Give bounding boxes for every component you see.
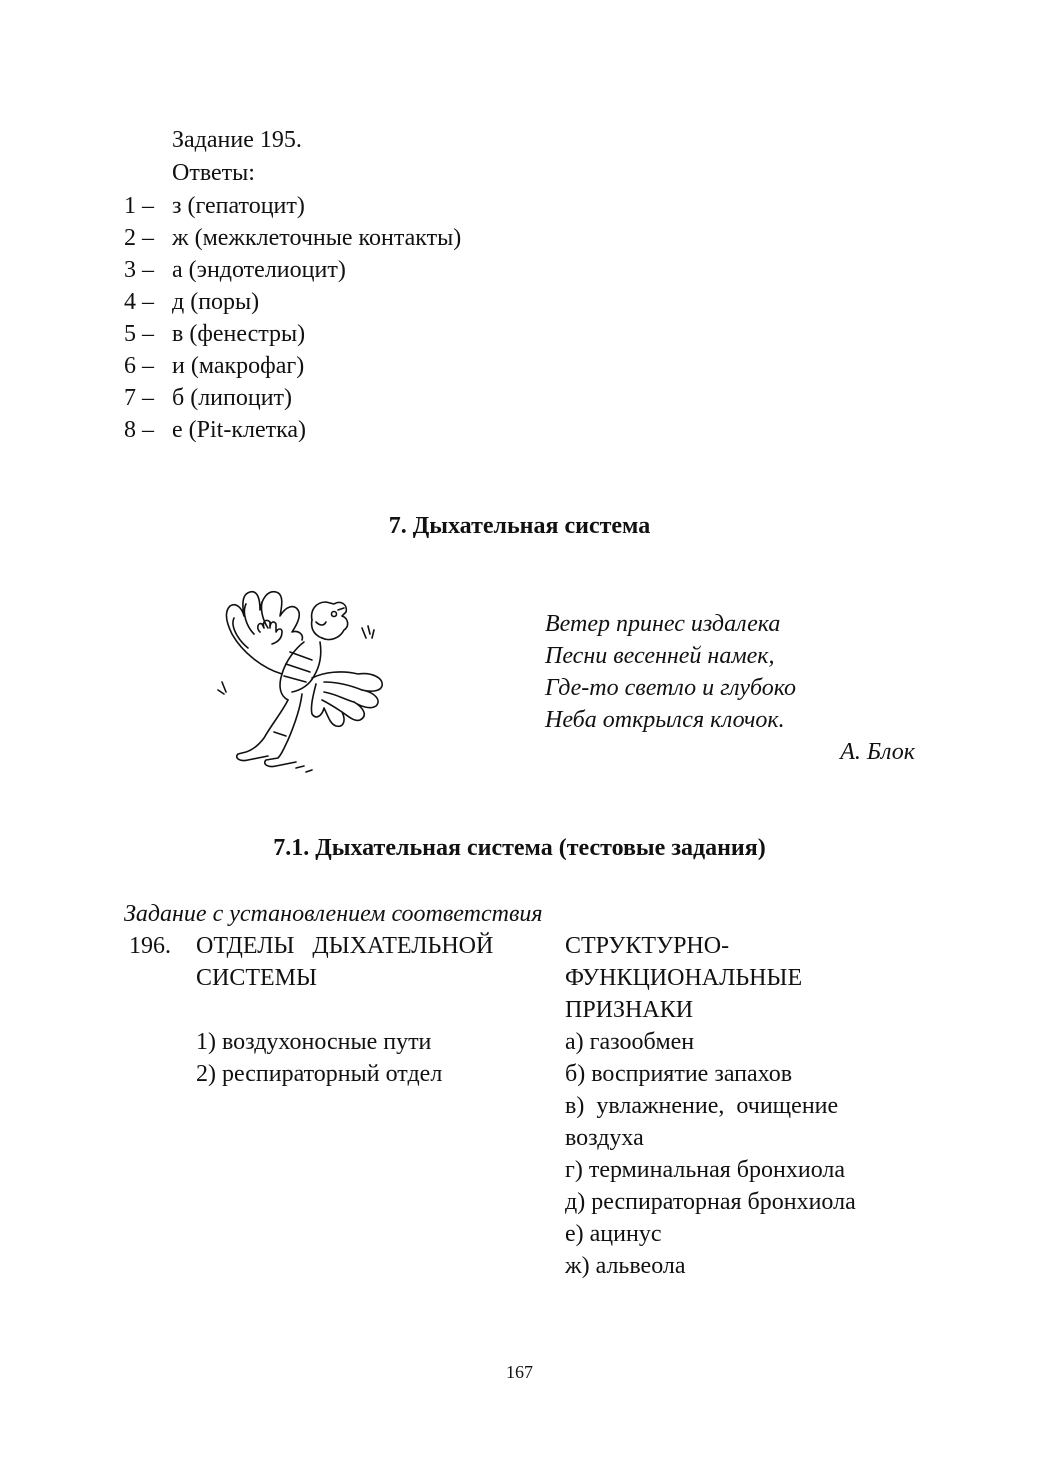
answer-text: б (липоцит) (172, 385, 293, 411)
answer-text: ж (межклеточные контакты) (172, 225, 462, 251)
page-number: 167 (506, 1362, 533, 1382)
list-item-cont: воздуха (565, 1125, 644, 1151)
answers-label: Ответы: (172, 160, 255, 186)
left-column-header: ОТДЕЛЫ ДЫХАТЕЛЬНОЙ (196, 933, 494, 959)
chapter-heading: 7. Дыхательная система (388, 513, 651, 539)
list-item: б) восприятие запахов (565, 1061, 793, 1087)
list-item (124, 254, 346, 286)
list-item (124, 350, 304, 382)
list-item: д) респираторная бронхиола (565, 1189, 856, 1215)
answer-text: в (фенестры) (172, 321, 306, 347)
answer-number: 7 – (124, 385, 154, 411)
right-column-header: ПРИЗНАКИ (565, 997, 694, 1023)
list-item: е) ацинус (565, 1221, 662, 1247)
left-column-header-cont: СИСТЕМЫ (196, 965, 317, 991)
winged-man-illustration (212, 582, 396, 780)
list-item: в) увлажнение, очищение (565, 1093, 839, 1119)
list-item (124, 190, 305, 222)
answer-number: 1 – (124, 193, 154, 219)
answer-text: з (гепатоцит) (172, 193, 305, 219)
list-item (124, 318, 305, 350)
answer-number: 4 – (124, 289, 154, 315)
answer-text: д (поры) (172, 289, 260, 315)
answer-text: и (макрофаг) (172, 353, 305, 379)
answer-number: 8 – (124, 417, 154, 443)
right-column-header: ФУНКЦИОНАЛЬНЫЕ (565, 965, 803, 991)
section-heading: 7.1. Дыхательная система (тестовые задания) (273, 835, 766, 861)
right-column-header: СТРУКТУРНО- (565, 933, 730, 959)
answer-number: 3 – (124, 257, 154, 283)
poem-line: Где-то светло и глубоко (545, 675, 797, 701)
answer-number: 2 – (124, 225, 154, 251)
answer-text: а (эндотелиоцит) (172, 257, 346, 283)
poem-author: А. Блок (840, 739, 915, 765)
task-type-label: Задание с установлением соответствия (124, 901, 543, 927)
list-item (124, 286, 259, 318)
answer-number: 5 – (124, 321, 154, 347)
list-item: 2) респираторный отдел (196, 1061, 443, 1087)
list-item: 1) воздухоносные пути (196, 1029, 432, 1055)
list-item: г) терминальная бронхиола (565, 1157, 846, 1183)
task-195-title: Задание 195. (172, 127, 302, 153)
list-item (124, 222, 461, 254)
answer-text: е (Pit-клетка) (172, 417, 307, 443)
list-item (124, 414, 306, 446)
poem-line: Неба открылся клочок. (545, 707, 785, 733)
poem-line: Ветер принес издалека (545, 611, 781, 637)
list-item: а) газообмен (565, 1029, 695, 1055)
list-item (124, 382, 292, 414)
poem-line: Песни весенней намек, (545, 643, 775, 669)
task-number: 196. (129, 933, 171, 959)
answer-number: 6 – (124, 353, 154, 379)
list-item: ж) альвеола (565, 1253, 686, 1279)
